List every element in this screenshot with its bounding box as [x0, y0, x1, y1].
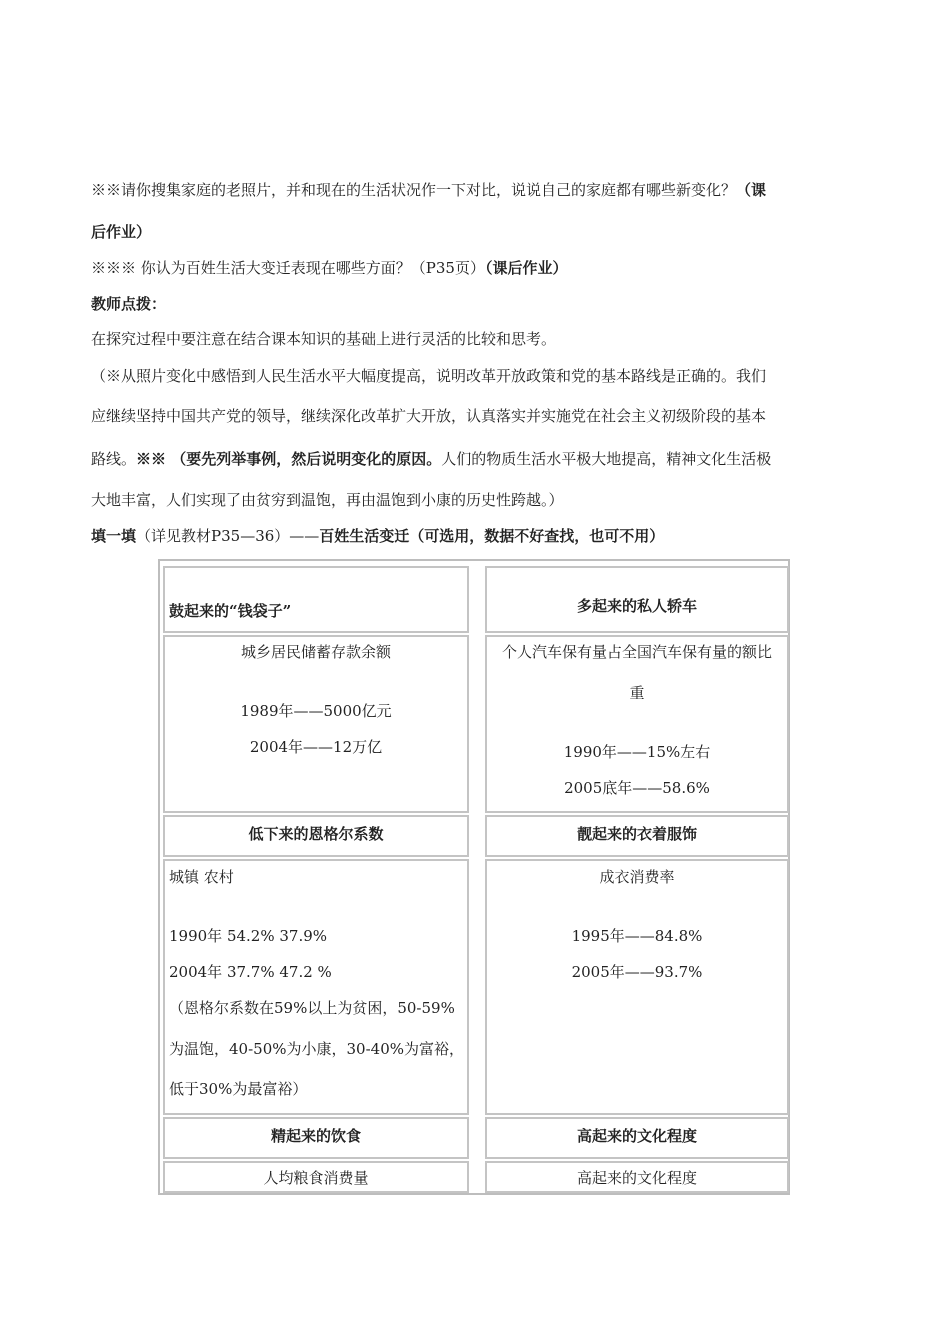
homework-question-1: [91, 180, 861, 200]
engel-note-3: 低于30%为最富裕）: [169, 1080, 308, 1098]
cell-education-data: [485, 1161, 789, 1193]
savings-2004: 2004年——12万亿: [249, 738, 383, 756]
teacher-guidance-line-4-a: 路线。: [91, 450, 137, 468]
fill-in-topic: 百姓生活变迁（可选用，数据不好查找，也可不用）: [319, 527, 665, 545]
teacher-guidance-line-4-b: ※※ （要先列举事例，然后说明变化的原因。: [136, 450, 442, 468]
cell-private-car-header: [485, 566, 789, 633]
clothing-2005: 2005年——93.7%: [571, 963, 703, 981]
clothing-1995: 1995年——84.8%: [571, 927, 703, 945]
money-bag-header-text: 鼓起来的“钱袋子”: [169, 602, 292, 620]
cell-engel-header: [163, 815, 469, 857]
living-changes-table: [158, 559, 790, 1195]
cell-education-header: [485, 1117, 789, 1159]
engel-header-text: 低下来的恩格尔系数: [248, 825, 384, 843]
teacher-guidance-line-4: [91, 449, 861, 469]
education-header-text: 高起来的文化程度: [576, 1127, 697, 1145]
cell-money-bag-header: [163, 566, 469, 633]
homework-tag-2: （课后作业）: [484, 259, 568, 277]
grain-label: 人均粮食消费量: [263, 1169, 369, 1187]
clothing-header-text: 靓起来的衣着服饰: [576, 825, 697, 843]
teacher-guidance-line-5: 大地丰富，人们实现了由贫穷到温饱，再由温饱到小康的历史性跨越。）: [91, 491, 564, 509]
savings-1989: 1989年——5000亿元: [240, 702, 392, 720]
fill-in-reference: （详见教材P35—36）——: [136, 527, 320, 545]
teacher-guidance-line-1: 在探究过程中要注意在结合课本知识的基础上进行灵活的比较和思考。: [91, 330, 557, 348]
teacher-guidance-line-4-c: 人们的物质生活水平极大地提高，精神文化生活极: [441, 450, 772, 468]
cell-savings-data: [163, 635, 469, 813]
cell-clothing-data: [485, 859, 789, 1115]
engel-note-2: 为温饱，40-50%为小康，30-40%为富裕，: [169, 1040, 464, 1058]
clothing-label: 成衣消费率: [599, 868, 675, 886]
education-label: 高起来的文化程度: [576, 1169, 697, 1187]
cell-car-data: [485, 635, 789, 813]
engel-columns: 城镇 农村: [169, 868, 234, 886]
homework-question-1-text: ※※请你搜集家庭的老照片，并和现在的生活状况作一下对比，说说自己的家庭都有哪些新变化？: [91, 181, 737, 199]
car-label: 个人汽车保有量占全国汽车保有量的额比: [501, 643, 772, 661]
car-2005: 2005底年——58.6%: [564, 779, 710, 797]
teacher-guidance-heading: 教师点拨：: [91, 295, 167, 313]
teacher-guidance-line-2: （※从照片变化中感悟到人民生活水平大幅度提高，说明改革开放政策和党的基本路线是正确的。我们: [91, 367, 767, 385]
fill-in-title: 填一填: [91, 527, 137, 545]
teacher-guidance-line-3: 应继续坚持中国共产党的领导，继续深化改革扩大开放，认真落实并实施党在社会主义初级阶段的基本: [91, 407, 767, 425]
cell-diet-header: [163, 1117, 469, 1159]
engel-1990: 1990年 54.2% 37.9%: [169, 927, 328, 945]
car-label-cont: 重: [629, 684, 645, 702]
car-1990: 1990年——15%左右: [563, 743, 711, 761]
engel-note-1: （恩格尔系数在59%以上为贫困，50-59%: [169, 999, 455, 1017]
homework-question-2-text: ※※※ 你认为百姓生活大变迁表现在哪些方面？（P35页）: [91, 259, 485, 277]
diet-header-text: 精起来的饮食: [270, 1127, 361, 1145]
cell-grain-data: [163, 1161, 469, 1193]
homework-tag: （课: [736, 181, 767, 199]
homework-question-2: [91, 258, 861, 278]
homework-tag-continued: 后作业）: [91, 223, 152, 241]
savings-label: 城乡居民储蓄存款余额: [240, 643, 391, 661]
fill-in-heading: [91, 526, 861, 546]
cell-clothing-header: [485, 815, 789, 857]
engel-2004: 2004年 37.7% 47.2 %: [169, 963, 332, 981]
private-car-header-text: 多起来的私人轿车: [576, 597, 697, 615]
cell-engel-data: [163, 859, 469, 1115]
